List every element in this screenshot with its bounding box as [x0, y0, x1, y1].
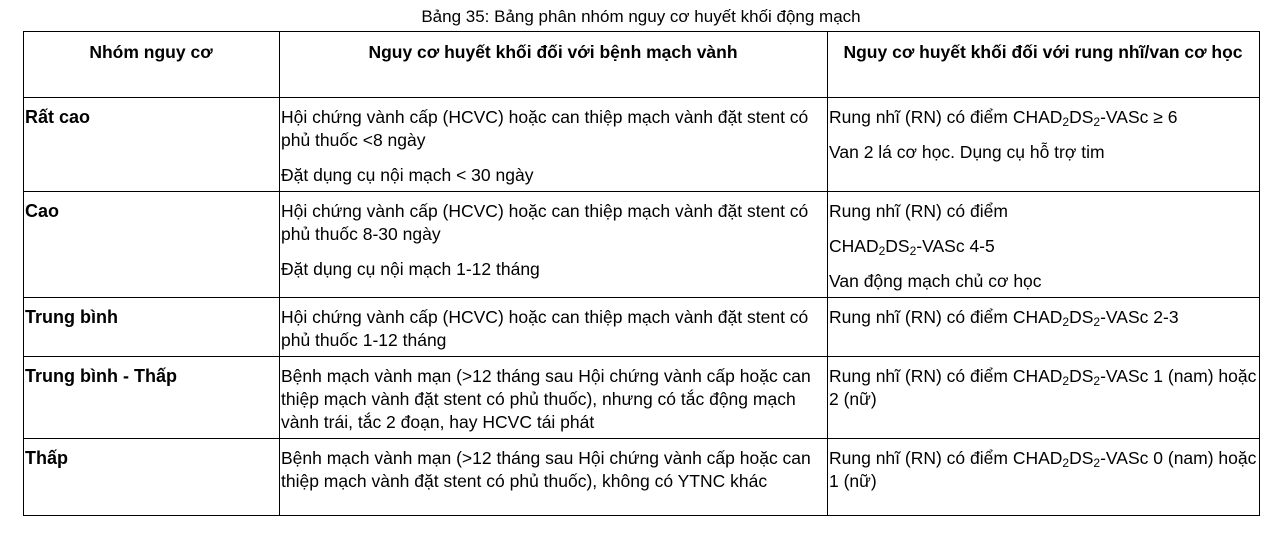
coronary-criterion: Đặt dụng cụ nội mạch 1-12 tháng: [281, 259, 540, 279]
af-criterion: [829, 447, 1257, 493]
score-part: -VASc: [1100, 107, 1149, 127]
score-name: [1013, 366, 1149, 386]
risk-group-table: [23, 31, 1260, 516]
table-header-row: [24, 32, 1260, 98]
table-caption: Bảng 35: Bảng phân nhóm nguy cơ huyết khối động mạch: [421, 7, 861, 26]
coronary-risk-cell: [280, 192, 828, 298]
af-text: Rung nhĩ (RN) có điểm: [829, 448, 1013, 468]
score-part: DS: [1069, 448, 1094, 468]
risk-group-cell: Cao: [24, 192, 280, 298]
risk-group-cell: Trung bình: [24, 298, 280, 357]
table-row: [24, 98, 1260, 192]
coronary-risk-cell: [280, 439, 828, 516]
af-threshold: ≥ 6: [1148, 107, 1178, 127]
coronary-criterion: Đặt dụng cụ nội mạch < 30 ngày: [281, 165, 534, 185]
score-part: CHAD: [1012, 107, 1063, 127]
score-part: -VASc: [1100, 307, 1149, 327]
af-criterion: [829, 106, 1257, 129]
score-subscript: 2: [1093, 315, 1101, 329]
risk-group-cell: Thấp: [24, 439, 280, 516]
af-valve-risk-cell: [828, 192, 1260, 298]
risk-group-cell: Trung bình - Thấp: [24, 357, 280, 439]
af-threshold: 2-3: [1148, 307, 1179, 327]
header-coronary-risk: Nguy cơ huyết khối đối với bệnh mạch vành: [280, 32, 828, 98]
score-subscript: 2: [1062, 374, 1070, 388]
af-text: Rung nhĩ (RN) có điểm: [829, 366, 1013, 386]
af-threshold: 1 (nam) hoặc 2 (nữ): [829, 366, 1257, 409]
score-subscript: 2: [878, 244, 886, 258]
score-name: [1013, 107, 1149, 127]
coronary-risk-cell: [280, 98, 828, 192]
score-part: DS: [1069, 107, 1094, 127]
score-subscript: 2: [1062, 315, 1070, 329]
af-threshold: 4-5: [964, 236, 995, 256]
coronary-criterion: Hội chứng vành cấp (HCVC) hoặc can thiệp mạch vành đặt stent có phủ thuốc 8-30 ngày: [281, 201, 809, 244]
coronary-risk-cell: [280, 298, 828, 357]
af-criterion: Rung nhĩ (RN) có điểm: [829, 201, 1008, 221]
score-subscript: 2: [909, 244, 917, 258]
af-criterion: [829, 365, 1257, 411]
risk-group-cell: Rất cao: [24, 98, 280, 192]
af-text: Rung nhĩ (RN) có điểm: [829, 107, 1013, 127]
af-valve-risk-cell: [828, 298, 1260, 357]
af-valve-risk-cell: [828, 439, 1260, 516]
score-part: DS: [885, 236, 910, 256]
score-part: CHAD: [1012, 366, 1063, 386]
af-valve-risk-cell: [828, 357, 1260, 439]
valve-criterion: Van động mạch chủ cơ học: [829, 271, 1042, 291]
af-text: Rung nhĩ (RN) có điểm: [829, 307, 1013, 327]
score-subscript: 2: [1062, 115, 1070, 129]
table-row: [24, 298, 1260, 357]
score-part: -VASc: [916, 236, 965, 256]
score-part: -VASc: [1100, 366, 1149, 386]
score-subscript: 2: [1062, 456, 1070, 470]
score-part: DS: [1069, 366, 1094, 386]
header-af-valve-risk: Nguy cơ huyết khối đối với rung nhĩ/van cơ học: [828, 32, 1260, 98]
score-part: -VASc: [1100, 448, 1149, 468]
score-part: CHAD: [1012, 448, 1063, 468]
af-criterion: [829, 306, 1257, 329]
score-name: [1013, 307, 1149, 327]
af-threshold: 0 (nam) hoặc 1 (nữ): [829, 448, 1257, 491]
coronary-criterion: Bệnh mạch vành mạn (>12 tháng sau Hội chứng vành cấp hoặc can thiệp mạch vành đặt stent có phủ thuốc), nhưng có tắc động mạch vành trái, tắc 2 đoạn, hay HCVC tái phát: [281, 366, 811, 432]
valve-criterion: Van 2 lá cơ học. Dụng cụ hỗ trợ tim: [829, 142, 1105, 162]
coronary-risk-cell: [280, 357, 828, 439]
score-name: [1013, 448, 1149, 468]
af-score-line: [829, 235, 1257, 258]
header-risk-group: Nhóm nguy cơ: [24, 32, 280, 98]
score-subscript: 2: [1093, 456, 1101, 470]
score-part: CHAD: [829, 236, 879, 256]
table-row: [24, 192, 1260, 298]
af-valve-risk-cell: [828, 98, 1260, 192]
table-row: [24, 357, 1260, 439]
table-row: [24, 439, 1260, 516]
coronary-criterion: Hội chứng vành cấp (HCVC) hoặc can thiệp mạch vành đặt stent có phủ thuốc 1-12 tháng: [281, 307, 809, 350]
coronary-criterion: Bệnh mạch vành mạn (>12 tháng sau Hội chứng vành cấp hoặc can thiệp mạch vành đặt stent có phủ thuốc), không có YTNC khác: [281, 448, 811, 491]
score-part: CHAD: [1012, 307, 1063, 327]
coronary-criterion: Hội chứng vành cấp (HCVC) hoặc can thiệp mạch vành đặt stent có phủ thuốc <8 ngày: [281, 107, 809, 150]
score-subscript: 2: [1093, 115, 1101, 129]
score-part: DS: [1069, 307, 1094, 327]
score-subscript: 2: [1093, 374, 1101, 388]
score-name: [829, 236, 965, 256]
